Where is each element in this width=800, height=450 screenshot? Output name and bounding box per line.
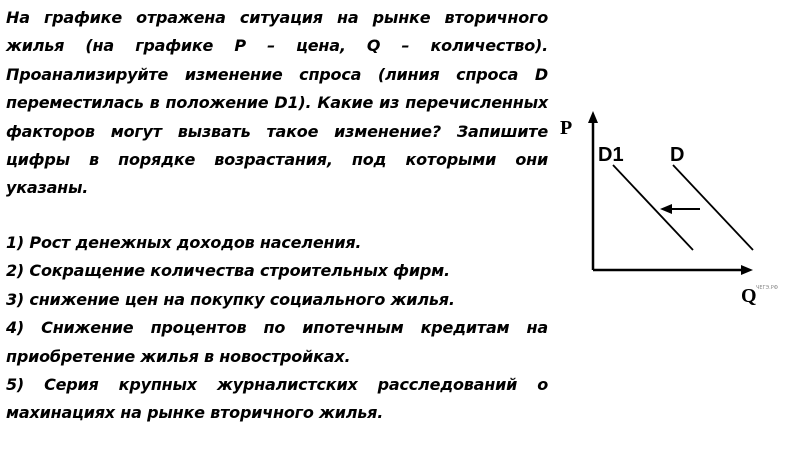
question-text-block [6,4,548,203]
graph-svg [560,105,800,305]
option-2: 2) Сокращение количества строительных фирм. [6,261,450,281]
option-4: 4) Снижение процентов по ипотечным кредитам на приобретение жилья в новостройках. [6,318,548,366]
y-axis-label: P [560,117,573,139]
x-axis-arrowhead [741,265,753,275]
question-text: На графике отражена ситуация на рынке вторичного жилья (на графике P – цена, Q – количество). Проанализируйте изменение спроса (линия спроса D переместилась в положение D1). Какие из перечисленных факторов могут вызвать такое изменение? Запишите цифры в порядке возрастания, под которыми они указаны. [6,8,548,198]
curve-label-d1: D1 [598,144,624,166]
watermark: ЧЕГЭ.РФ [756,285,779,291]
option-3: 3) снижение цен на покупку социального жилья. [6,289,455,309]
x-axis-label: Q [741,285,757,305]
demand-curve-d [673,165,753,250]
curve-label-d: D [670,144,685,166]
demand-shift-graph [560,105,800,305]
y-axis-arrowhead [588,111,598,123]
shift-arrow-head [660,204,672,214]
answer-options-list [6,229,548,428]
option-1: 1) Рост денежных доходов населения. [6,233,362,252]
demand-curve-d1 [613,165,693,250]
option-5: 5) Серия крупных журналистских расследований о махинациях на рынке вторичного жилья. [6,375,548,423]
